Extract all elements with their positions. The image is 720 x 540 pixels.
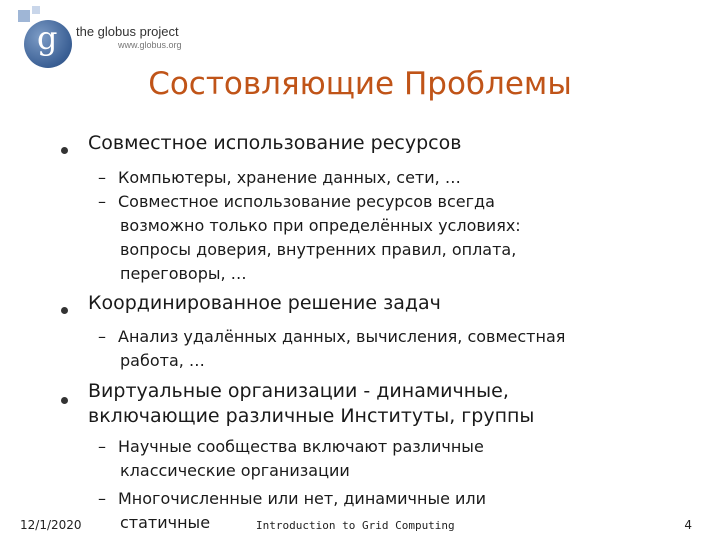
sub-bullet-continuation: переговоры, … [120,264,247,283]
sub-bullet-text: Научные сообщества включают различные [118,437,484,456]
globus-logo [14,6,194,70]
bullet-text: Виртуальные организации - динамичные, [88,380,509,402]
bullet-text: Координированное решение задач [88,292,441,314]
bullet-dot [61,147,68,154]
sub-bullet-continuation: возможно только при определённых условиях: [120,216,521,235]
footer-title: Introduction to Grid Computing [256,519,455,532]
sub-bullet-text: Анализ удалённых данных, вычисления, совместная [118,327,566,346]
sub-bullet-continuation: работа, … [120,351,205,370]
sub-bullet: – Совместное использование ресурсов всегда [98,192,495,211]
sub-bullet: – Анализ удалённых данных, вычисления, совместная [98,327,566,346]
sub-bullet-text: Совместное использование ресурсов всегда [118,192,495,211]
bullet-text-continuation: включающие различные Институты, группы [88,405,535,427]
sub-bullet: – Научные сообщества включают различные [98,437,484,456]
sub-bullet: – Компьютеры, хранение данных, сети, … [98,168,461,187]
bullet-text: Совместное использование ресурсов [88,132,462,154]
logo-glyph: g [37,19,58,57]
logo-url: www.globus.org [118,40,182,50]
logo-name: the globus project [76,24,179,39]
sub-bullet-text: Многочисленные или нет, динамичные или [118,489,487,508]
slide-title: Состовляющие Проблемы [148,66,572,102]
logo-square-decoration [32,6,40,14]
sub-bullet-continuation: статичные [120,513,211,532]
logo-square-decoration [18,10,30,22]
sub-bullet-continuation: вопросы доверия, внутренних правил, оплата, [120,240,517,259]
sub-bullet-text: Компьютеры, хранение данных, сети, … [118,168,461,187]
footer-date: 12/1/2020 [20,518,82,532]
page-number: 4 [684,518,692,532]
sub-bullet-continuation: классические организации [120,461,350,480]
bullet-dot [61,307,68,314]
sub-bullet: – Многочисленные или нет, динамичные или [98,489,487,508]
bullet-dot [61,397,68,404]
